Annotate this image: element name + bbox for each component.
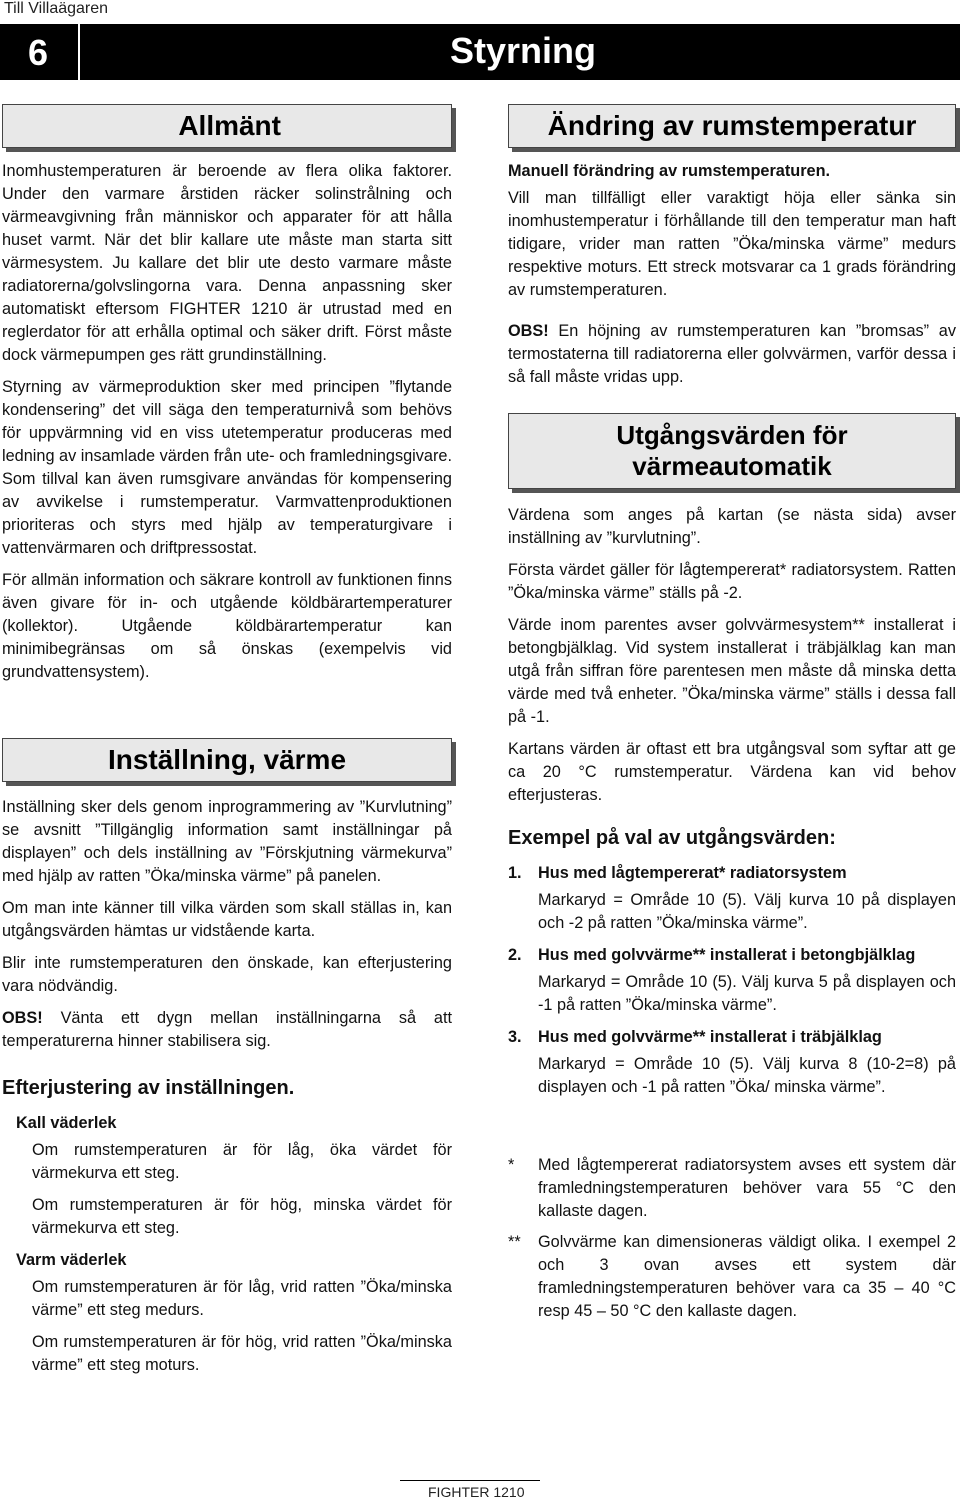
footer-rule — [400, 1480, 540, 1481]
footnote-mark: * — [508, 1156, 515, 1174]
paragraph: Styrning av värmeproduktion sker med principen ”flytande kondensering” det vill säga den temperaturnivå som behövs för uppvärmning vid en viss utetemperatur produceras med ledning av insamlade värden från ute- och framledningsgivare. Som tillval kan även rumsgivare användas för kompensering av avvikelse i rumstemperatur. Varmvattenproduktionen prioriteras och styrs med hjälp av temperaturgivare i vattenvärmaren och driftpressostat. — [2, 378, 452, 557]
footnote-text: Golvvärme kan dimensioneras väldigt olika. I exempel 2 och 3 ovan avses ett system där framledningstemperaturen behöver vara ca 35 – 40 °C resp 45 – 50 °C den kallaste dagen. — [538, 1233, 956, 1320]
example-item — [508, 862, 956, 885]
obs-note — [508, 320, 956, 389]
example-item — [508, 1026, 956, 1049]
right-column-bottom — [508, 504, 956, 1331]
paragraph: Första värdet gäller för lågtempererat* radiatorsystem. Ratten ”Öka/minska värme” ställs på -2. — [508, 561, 956, 602]
example-number: 3. — [508, 1028, 522, 1046]
example-text: Markaryd = Område 10 (5). Välj kurva 8 (10-2=8) på displayen och -1 på ratten ”Öka/ minska värme”. — [538, 1055, 956, 1096]
andring-heading: Ändring av rumstemperatur — [508, 104, 956, 148]
obs-label: OBS! — [508, 322, 549, 340]
footnote — [508, 1154, 956, 1223]
utgangsvarden-heading — [508, 413, 956, 489]
utgangsvarden-heading-line-1: Utgångsvärden för — [616, 420, 848, 450]
example-title: Hus med golvvärme** installerat i träbjälklag — [538, 1028, 882, 1046]
varm-heading: Varm väderlek — [16, 1251, 127, 1269]
list-item: Om rumstemperaturen är för hög, vrid ratten ”Öka/minska värme” ett steg moturs. — [32, 1333, 452, 1374]
obs-text: Vänta ett dygn mellan inställningarna så att temperaturerna hinner stabilisera sig. — [2, 1009, 452, 1050]
example-text: Markaryd = Område 10 (5). Välj kurva 10 på displayen och -2 på ratten ”Öka/minska värme”. — [538, 891, 956, 932]
efterjustering-heading: Efterjustering av inställningen. — [2, 1077, 295, 1099]
paragraph: Inomhustemperaturen är beroende av flera olika faktorer. Under den varmare årstiden räcker solinstrålning och värmeavgivning från människor och apparater för att hålla huset varmt. När det blir kallare ute måste man starta sitt värmesystem. Ju kallare det blir ute desto varmare måste radiatorerna/golvslingorna vara. Denna anpassning sker automatiskt eftersom FIGHTER 1210 är utrustad med en reglerdator för att erhålla optimal och säker drift. Först måste dock värmepumpen ges rätt grundinställning. — [2, 162, 452, 364]
chapter-number: 6 — [28, 32, 49, 73]
allmant-heading: Allmänt — [2, 104, 452, 148]
footnote-text: Med lågtempererat radiatorsystem avses ett system där framledningstemperaturen behöver vara 55 °C den kallaste dagen. — [538, 1156, 956, 1220]
example-title: Hus med golvvärme** installerat i betongbjälklag — [538, 946, 916, 964]
example-title: Hus med lågtempererat* radiatorsystem — [538, 864, 847, 882]
chapter-divider — [78, 24, 80, 80]
example-number: 2. — [508, 946, 522, 964]
manuell-heading: Manuell förändring av rumstemperaturen. — [508, 162, 831, 180]
list-item: Om rumstemperaturen är för hög, minska värdet för värmekurva ett steg. — [32, 1196, 452, 1237]
installning-heading: Inställning, värme — [2, 738, 452, 782]
paragraph: Värde inom parentes avser golvvärmesystem** installerat i betongbjälklag. Vid system installerat i träbjälklag kan man utgå från siffran före parentesen men måste då minska detta värde med två enheter. ”Öka/minska värme” ställs i dessa fall på -1. — [508, 616, 956, 726]
example-number: 1. — [508, 864, 522, 882]
utgangsvarden-heading-line-2: värmeautomatik — [632, 451, 832, 481]
paragraph: För allmän information och säkrare kontroll av funktionen finns även givare för in- och utgående köldbärartemperaturer (kollektor). Utgående köldbärartemperatur kan minimibegränsas om så önskas (exempelvis vid grundvattensystem). — [2, 571, 452, 681]
right-column-top — [508, 160, 956, 398]
kall-heading: Kall väderlek — [16, 1114, 117, 1132]
paragraph: Kartans värden är oftast ett bra utgångsval som syftar att ge ca 20 °C rumstemperatur. Värdena kan vid behov efterjusteras. — [508, 740, 956, 804]
paragraph: Inställning sker dels genom inprogrammering av ”Kurvlutning” se avsnitt ”Tillgänglig information samt inställningar på displayen” och dels inställning av ”Förskjutning värmekurva” med hjälp av ratten ”Öka/minska värme” på panelen. — [2, 798, 452, 885]
list-item: Om rumstemperaturen är för låg, öka värdet för värmekurva ett steg. — [32, 1141, 452, 1182]
left-column-bottom — [2, 796, 452, 1386]
paragraph: Om man inte känner till vilka värden som skall ställas in, kan utgångsvärden hämtas ur vidstående karta. — [2, 899, 452, 940]
list-item: Om rumstemperaturen är för låg, vrid ratten ”Öka/minska värme” ett steg medurs. — [32, 1278, 452, 1319]
paragraph: Vill man tillfälligt eller varaktigt höja eller sänka sin inomhustemperatur i förhållande till den temperatur man haft tidigare, vrider man ratten ”Öka/minska värme” medurs respektive moturs. Ett streck motsvarar ca 1 grads förändring av rumstemperaturen. — [508, 189, 956, 299]
obs-label: OBS! — [2, 1009, 43, 1027]
footnote — [508, 1231, 956, 1323]
running-head: Till Villaägaren — [4, 0, 109, 17]
obs-text: En höjning av rumstemperaturen kan ”bromsas” av termostaterna till radiatorerna eller golvvärmen, varför dessa i så fall måste vridas upp. — [508, 322, 956, 386]
footnote-mark: ** — [508, 1233, 521, 1251]
left-column-top — [2, 160, 452, 693]
exempel-heading: Exempel på val av utgångsvärden: — [508, 827, 836, 849]
paragraph: Blir inte rumstemperaturen den önskade, kan efterjustering vara nödvändig. — [2, 954, 452, 995]
obs-note — [2, 1007, 452, 1053]
page-footer: FIGHTER 1210 — [428, 1484, 525, 1500]
example-text: Markaryd = Område 10 (5). Välj kurva 5 på displayen och -1 på ratten ”Öka/minska värme”. — [538, 973, 956, 1014]
example-item — [508, 944, 956, 967]
chapter-title: Styrning — [450, 30, 597, 71]
paragraph: Värdena som anges på kartan (se nästa sida) avser inställning av ”kurvlutning”. — [508, 506, 956, 547]
